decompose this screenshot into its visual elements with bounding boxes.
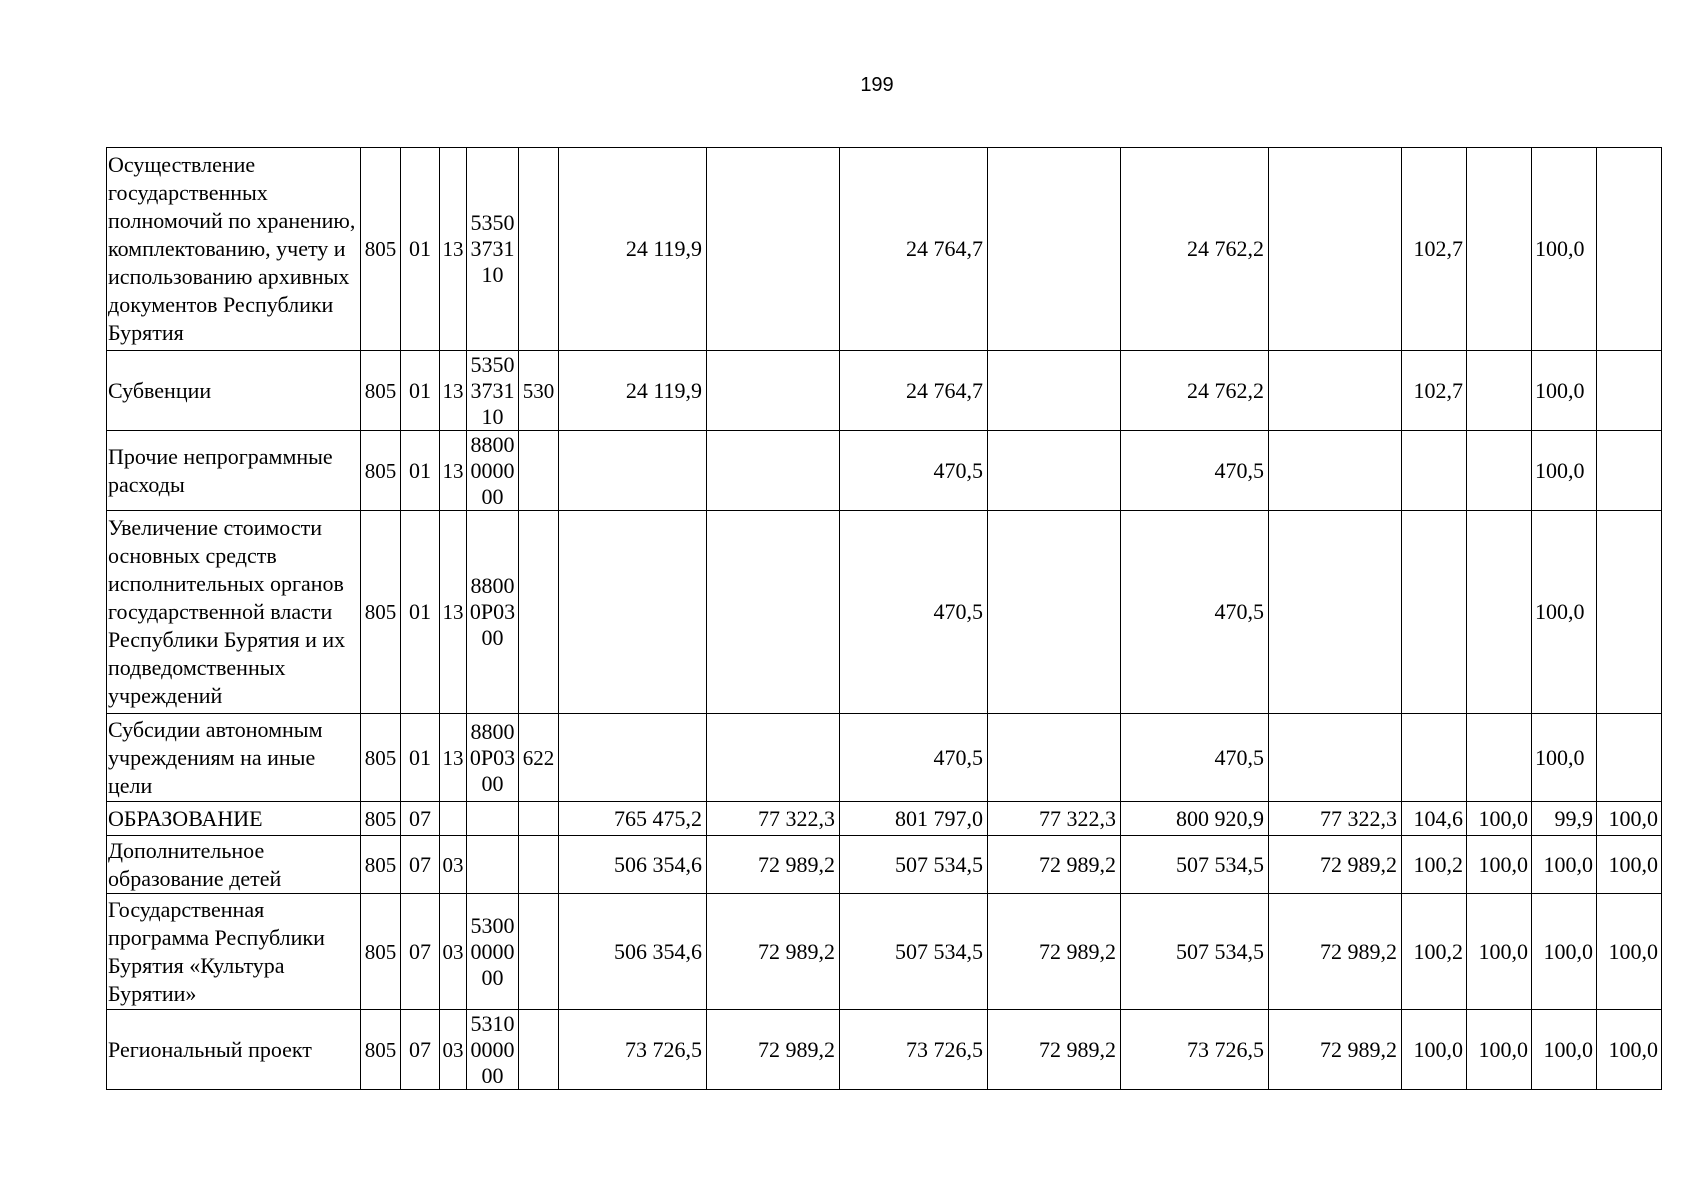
cell-pct2: 100,0 <box>1467 802 1532 836</box>
cell-revised-fed <box>988 714 1121 802</box>
table-row <box>107 511 1662 714</box>
cell-pct4: 100,0 <box>1597 1010 1662 1090</box>
cell-actual-fed: 72 989,2 <box>1269 894 1402 1010</box>
cell-pr: 13 <box>440 431 467 511</box>
cell-gr: 805 <box>361 714 401 802</box>
cell-revised: 801 797,0 <box>840 802 988 836</box>
cell-pct1: 102,7 <box>1402 351 1467 431</box>
cell-revised: 24 764,7 <box>840 351 988 431</box>
cell-pct2: 100,0 <box>1467 894 1532 1010</box>
cell-rz: 01 <box>401 431 440 511</box>
cell-revised-fed: 72 989,2 <box>988 836 1121 894</box>
cell-pr: 13 <box>440 714 467 802</box>
cell-vr <box>519 431 559 511</box>
table-row <box>107 431 1662 511</box>
cell-actual-fed <box>1269 148 1402 351</box>
cell-rz: 07 <box>401 802 440 836</box>
cell-gr: 805 <box>361 894 401 1010</box>
row-name: Дополнительное образование детей <box>107 836 361 894</box>
cell-pct3: 100,0 <box>1532 1010 1597 1090</box>
cell-plan-fed: 72 989,2 <box>707 1010 840 1090</box>
cell-gr: 805 <box>361 802 401 836</box>
cell-csr: 5310000000 <box>467 1010 519 1090</box>
cell-plan-fed <box>707 511 840 714</box>
cell-revised: 507 534,5 <box>840 836 988 894</box>
cell-rz: 01 <box>401 351 440 431</box>
cell-actual: 470,5 <box>1121 714 1269 802</box>
cell-revised-fed: 77 322,3 <box>988 802 1121 836</box>
cell-plan-fed <box>707 351 840 431</box>
cell-pct3: 100,0 <box>1532 431 1597 511</box>
cell-plan: 73 726,5 <box>559 1010 707 1090</box>
cell-pct1: 102,7 <box>1402 148 1467 351</box>
cell-pct3: 100,0 <box>1532 351 1597 431</box>
cell-plan: 506 354,6 <box>559 836 707 894</box>
cell-pct1 <box>1402 714 1467 802</box>
cell-rz: 07 <box>401 1010 440 1090</box>
cell-actual-fed <box>1269 511 1402 714</box>
cell-csr: 5350373110 <box>467 351 519 431</box>
cell-plan: 24 119,9 <box>559 148 707 351</box>
cell-pct3: 99,9 <box>1532 802 1597 836</box>
cell-plan: 24 119,9 <box>559 351 707 431</box>
cell-pct2 <box>1467 148 1532 351</box>
cell-revised-fed: 72 989,2 <box>988 1010 1121 1090</box>
cell-pr: 03 <box>440 1010 467 1090</box>
cell-pct4 <box>1597 148 1662 351</box>
cell-csr: 8800000000 <box>467 431 519 511</box>
cell-vr <box>519 894 559 1010</box>
cell-csr <box>467 836 519 894</box>
table-row <box>107 894 1662 1010</box>
cell-plan <box>559 511 707 714</box>
cell-revised-fed <box>988 431 1121 511</box>
cell-csr <box>467 802 519 836</box>
row-name: Субсидии автономным учреждениям на иные цели <box>107 714 361 802</box>
cell-pct2: 100,0 <box>1467 1010 1532 1090</box>
cell-actual: 73 726,5 <box>1121 1010 1269 1090</box>
cell-pct1: 100,2 <box>1402 836 1467 894</box>
cell-actual-fed: 72 989,2 <box>1269 836 1402 894</box>
cell-revised-fed <box>988 148 1121 351</box>
cell-pct2 <box>1467 431 1532 511</box>
table-row <box>107 714 1662 802</box>
cell-plan <box>559 431 707 511</box>
cell-vr <box>519 511 559 714</box>
cell-gr: 805 <box>361 431 401 511</box>
cell-rz: 01 <box>401 511 440 714</box>
cell-csr: 88000P0300 <box>467 714 519 802</box>
cell-plan-fed <box>707 148 840 351</box>
cell-plan-fed: 72 989,2 <box>707 836 840 894</box>
table-row <box>107 148 1662 351</box>
cell-actual: 24 762,2 <box>1121 351 1269 431</box>
cell-pr: 03 <box>440 894 467 1010</box>
row-name: Государственная программа Республики Бурятия «Культура Бурятии» <box>107 894 361 1010</box>
cell-revised: 470,5 <box>840 511 988 714</box>
cell-pr: 13 <box>440 511 467 714</box>
cell-revised: 73 726,5 <box>840 1010 988 1090</box>
cell-revised: 470,5 <box>840 431 988 511</box>
cell-pr <box>440 802 467 836</box>
page-number: 199 <box>860 74 894 96</box>
cell-gr: 805 <box>361 1010 401 1090</box>
cell-pct4 <box>1597 431 1662 511</box>
cell-plan-fed: 72 989,2 <box>707 894 840 1010</box>
cell-pct1 <box>1402 431 1467 511</box>
cell-revised: 24 764,7 <box>840 148 988 351</box>
cell-plan-fed <box>707 714 840 802</box>
cell-vr <box>519 1010 559 1090</box>
cell-actual-fed <box>1269 351 1402 431</box>
cell-pct1: 104,6 <box>1402 802 1467 836</box>
cell-revised: 507 534,5 <box>840 894 988 1010</box>
cell-pct3: 100,0 <box>1532 894 1597 1010</box>
cell-pct2 <box>1467 511 1532 714</box>
cell-vr: 622 <box>519 714 559 802</box>
cell-actual: 507 534,5 <box>1121 836 1269 894</box>
row-name: Субвенции <box>107 351 361 431</box>
table-row <box>107 836 1662 894</box>
cell-pr: 13 <box>440 148 467 351</box>
row-name: Увеличение стоимости основных средств исполнительных органов государственной власти Республики Бурятия и их подведомственных учреждений <box>107 511 361 714</box>
cell-pct1: 100,0 <box>1402 1010 1467 1090</box>
cell-vr <box>519 836 559 894</box>
cell-plan <box>559 714 707 802</box>
cell-actual-fed: 72 989,2 <box>1269 1010 1402 1090</box>
cell-actual: 507 534,5 <box>1121 894 1269 1010</box>
cell-pct1 <box>1402 511 1467 714</box>
cell-gr: 805 <box>361 148 401 351</box>
cell-pr: 03 <box>440 836 467 894</box>
table-row <box>107 1010 1662 1090</box>
cell-pct2 <box>1467 714 1532 802</box>
cell-csr: 5350373110 <box>467 148 519 351</box>
cell-actual: 800 920,9 <box>1121 802 1269 836</box>
cell-rz: 01 <box>401 148 440 351</box>
cell-rz: 01 <box>401 714 440 802</box>
cell-pct4: 100,0 <box>1597 894 1662 1010</box>
table-row <box>107 802 1662 836</box>
cell-actual: 470,5 <box>1121 431 1269 511</box>
cell-pct4: 100,0 <box>1597 836 1662 894</box>
budget-table-body <box>107 148 1662 1090</box>
cell-csr: 88000P0300 <box>467 511 519 714</box>
table-row <box>107 351 1662 431</box>
cell-pct3: 100,0 <box>1532 714 1597 802</box>
cell-pct4 <box>1597 714 1662 802</box>
cell-revised: 470,5 <box>840 714 988 802</box>
row-name: Осуществление государственных полномочий по хранению, комплектованию, учету и использованию архивных документов Республики Бурятия <box>107 148 361 351</box>
cell-gr: 805 <box>361 511 401 714</box>
cell-pct2: 100,0 <box>1467 836 1532 894</box>
cell-pct3: 100,0 <box>1532 148 1597 351</box>
cell-pct2 <box>1467 351 1532 431</box>
cell-revised-fed <box>988 511 1121 714</box>
cell-revised-fed <box>988 351 1121 431</box>
cell-plan-fed: 77 322,3 <box>707 802 840 836</box>
cell-pct4 <box>1597 511 1662 714</box>
budget-table <box>106 147 1662 1090</box>
cell-vr: 530 <box>519 351 559 431</box>
row-name: Региональный проект <box>107 1010 361 1090</box>
cell-gr: 805 <box>361 836 401 894</box>
cell-actual: 470,5 <box>1121 511 1269 714</box>
row-name: ОБРАЗОВАНИЕ <box>107 802 361 836</box>
cell-plan-fed <box>707 431 840 511</box>
cell-plan: 765 475,2 <box>559 802 707 836</box>
cell-actual: 24 762,2 <box>1121 148 1269 351</box>
cell-actual-fed: 77 322,3 <box>1269 802 1402 836</box>
cell-rz: 07 <box>401 894 440 1010</box>
cell-pct1: 100,2 <box>1402 894 1467 1010</box>
cell-vr <box>519 148 559 351</box>
cell-pr: 13 <box>440 351 467 431</box>
cell-csr: 5300000000 <box>467 894 519 1010</box>
cell-plan: 506 354,6 <box>559 894 707 1010</box>
cell-pct3: 100,0 <box>1532 511 1597 714</box>
cell-actual-fed <box>1269 714 1402 802</box>
cell-pct4 <box>1597 351 1662 431</box>
row-name: Прочие непрограммные расходы <box>107 431 361 511</box>
cell-rz: 07 <box>401 836 440 894</box>
cell-gr: 805 <box>361 351 401 431</box>
cell-pct4: 100,0 <box>1597 802 1662 836</box>
cell-revised-fed: 72 989,2 <box>988 894 1121 1010</box>
cell-vr <box>519 802 559 836</box>
cell-pct3: 100,0 <box>1532 836 1597 894</box>
cell-actual-fed <box>1269 431 1402 511</box>
